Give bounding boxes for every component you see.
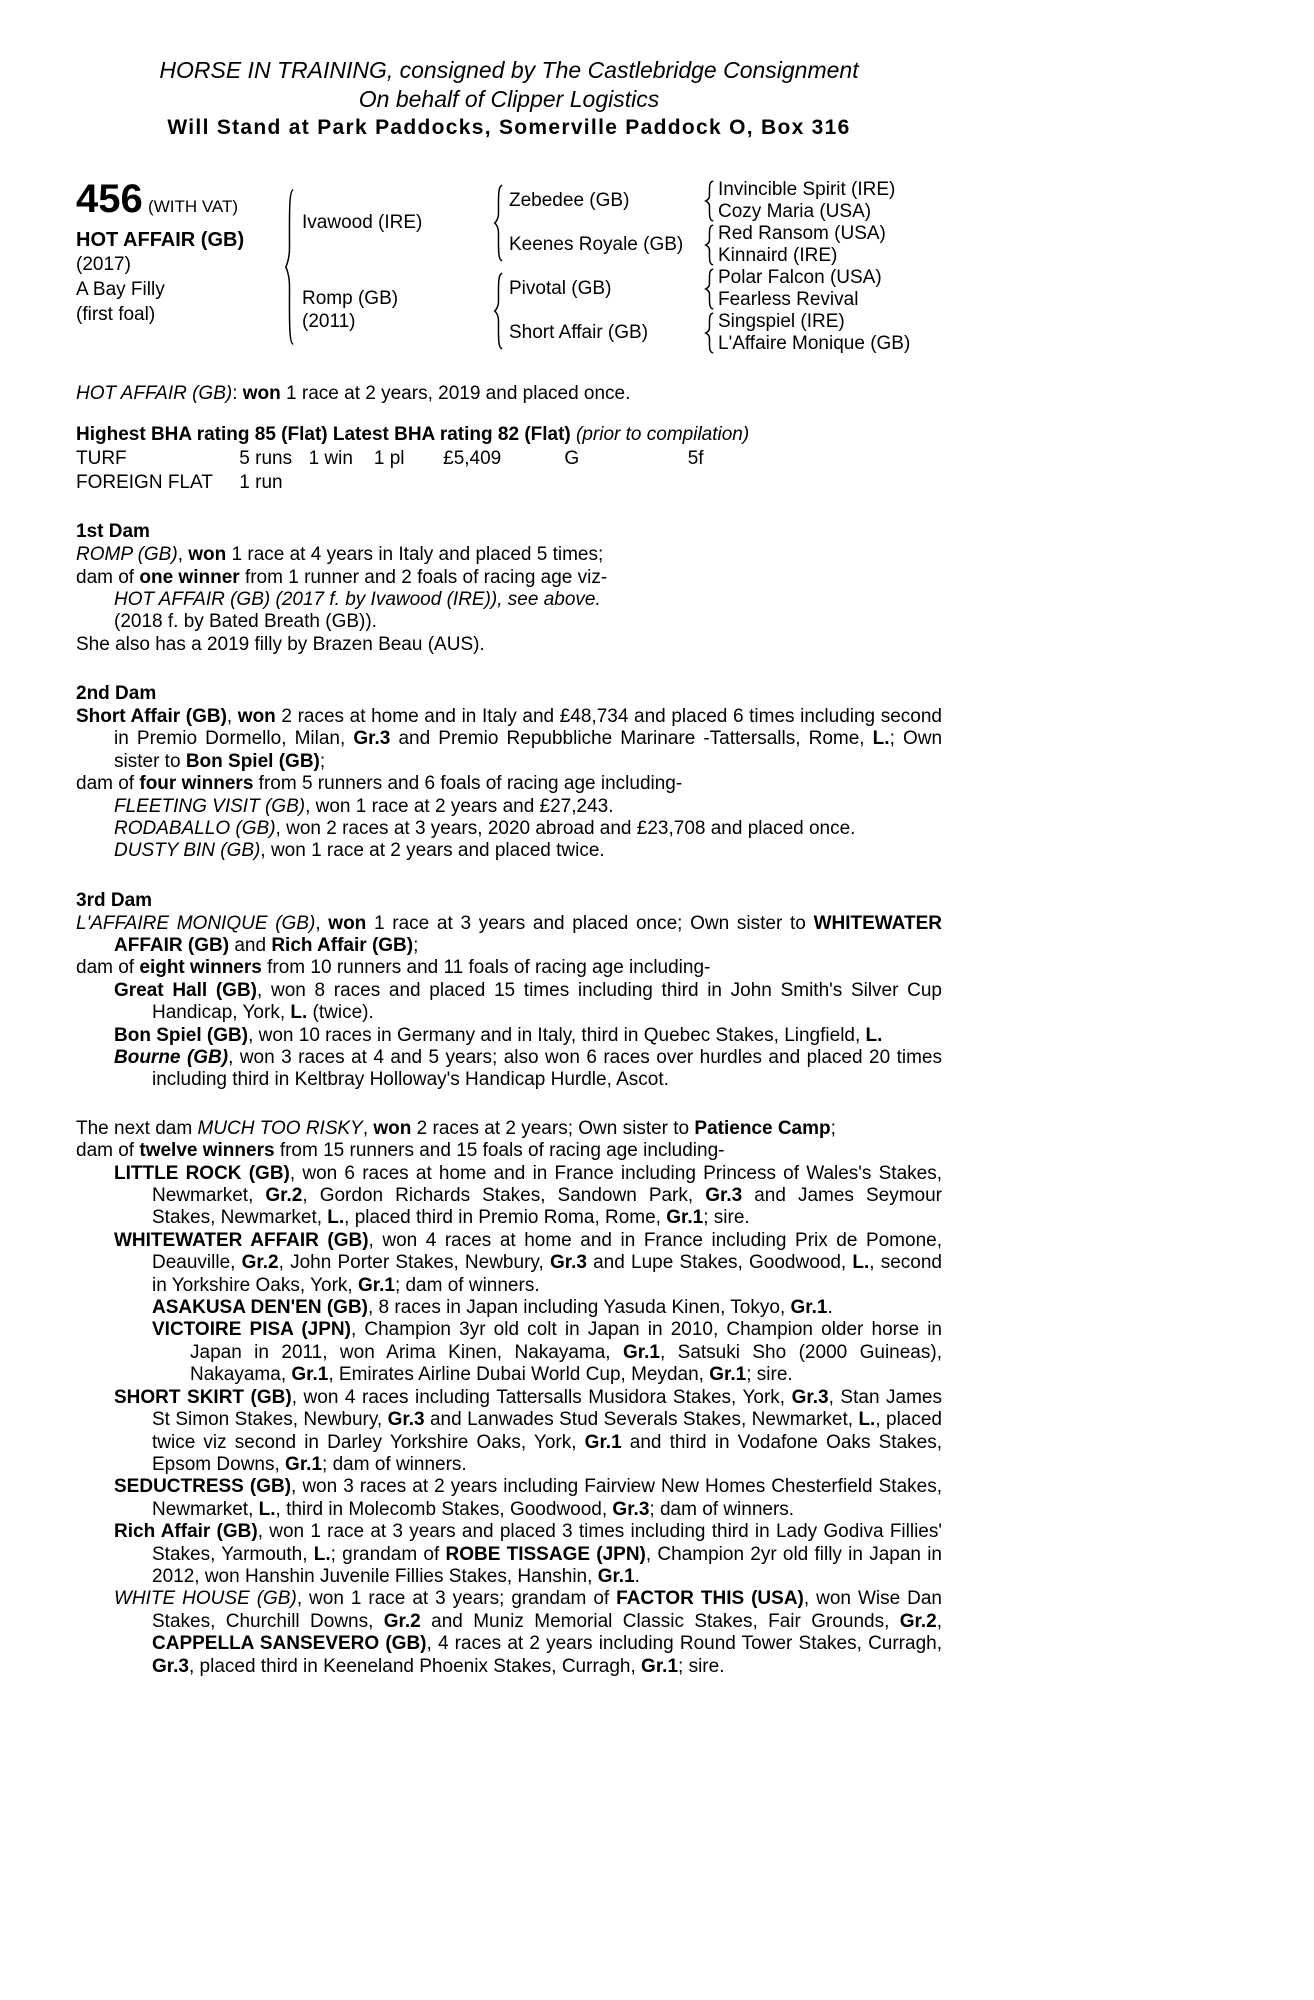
text-segment: (prior to compilation) bbox=[576, 424, 750, 446]
text-segment: Gr.3 bbox=[705, 1185, 743, 1207]
stats-surface-label: FOREIGN FLAT bbox=[76, 471, 213, 493]
text-segment: Gr.3 bbox=[353, 728, 391, 750]
vat-note: (WITH VAT) bbox=[148, 196, 239, 216]
paragraph bbox=[76, 589, 942, 611]
grandparent-name: Short Affair (GB) bbox=[509, 321, 649, 343]
pedigree-brace bbox=[701, 267, 718, 311]
text-segment: , placed third in Keeneland Phoenix Stakes, Curragh, bbox=[188, 1655, 642, 1677]
text-segment: , second in Yorkshire Oaks, York, bbox=[152, 1252, 942, 1296]
great-grandparent-name: L'Affaire Monique (GB) bbox=[718, 332, 911, 354]
text-segment: , won 8 races and placed 15 times including third in John Smith's Silver Cup Handicap, York, bbox=[152, 979, 942, 1024]
text-segment: , Champion 2yr old filly in Japan in 2012, won Hanshin Juvenile Fillies Stakes, Hanshin, bbox=[152, 1543, 942, 1587]
paragraph bbox=[76, 611, 942, 633]
section-paragraphs bbox=[76, 913, 942, 1092]
section-next-dam bbox=[76, 1118, 942, 1678]
paragraph bbox=[76, 567, 942, 589]
pedigree-brace bbox=[487, 179, 509, 267]
paragraph bbox=[76, 840, 942, 862]
text-segment: , Emirates Airline Dubai World Cup, Meydan, bbox=[328, 1364, 710, 1386]
text-segment: Gr.3 bbox=[549, 1252, 587, 1274]
text-segment: : bbox=[232, 382, 243, 404]
text-segment: , won 4 races at home and in France including Prix de Pomone, Deauville, bbox=[152, 1229, 942, 1274]
bha-rating-section bbox=[76, 423, 942, 494]
text-segment: L. bbox=[290, 1002, 308, 1024]
text-segment: The next dam bbox=[76, 1117, 198, 1139]
text-segment: Gr.2 bbox=[241, 1252, 279, 1274]
text-segment: WHITE HOUSE (GB) bbox=[114, 1588, 297, 1610]
text-segment: 1 race at 2 years, 2019 and placed once. bbox=[280, 382, 631, 404]
text-segment: won bbox=[188, 544, 227, 566]
text-segment: Gr.3 bbox=[152, 1655, 189, 1677]
lot-block bbox=[76, 176, 276, 355]
text-segment: , won 6 races at home and in France including Princess of Wales's Stakes, Newmarket, bbox=[152, 1162, 942, 1207]
text-segment: L. bbox=[872, 728, 890, 750]
text-segment: (2018 f. by Bated Breath (GB)). bbox=[114, 611, 377, 633]
text-segment: Gr.1 bbox=[291, 1364, 329, 1386]
text-segment: dam of bbox=[76, 566, 140, 588]
stats-surface-label: TURF bbox=[76, 447, 127, 469]
great-grandparent-name: Fearless Revival bbox=[718, 288, 859, 310]
paragraph bbox=[76, 773, 942, 795]
text-segment: Gr.1 bbox=[641, 1655, 679, 1677]
text-segment: from 5 runners and 6 foals of racing age including- bbox=[253, 773, 683, 795]
text-segment: Gr.2 bbox=[899, 1610, 937, 1632]
text-segment: ; dam of winners. bbox=[394, 1274, 540, 1296]
text-segment: from 1 runner and 2 foals of racing age viz- bbox=[239, 566, 608, 588]
grandparent-name: Keenes Royale (GB) bbox=[509, 233, 684, 255]
pedigree-brace bbox=[701, 179, 718, 223]
stand-location-line: Will Stand at Park Paddocks, Somerville Paddock O, Box 316 bbox=[167, 116, 851, 140]
text-segment: won bbox=[328, 912, 367, 934]
text-segment: , bbox=[936, 1610, 942, 1632]
paragraph bbox=[76, 1521, 942, 1588]
pedigree-brace bbox=[701, 311, 718, 355]
paragraph bbox=[76, 1319, 942, 1386]
paragraph bbox=[76, 1118, 942, 1140]
text-segment: and James Seymour Stakes, Newmarket, bbox=[152, 1185, 943, 1229]
text-segment: L. bbox=[865, 1024, 883, 1046]
text-segment: won bbox=[237, 705, 276, 727]
text-segment: Gr.1 bbox=[597, 1565, 635, 1587]
text-segment: CAPPELLA SANSEVERO (GB) bbox=[152, 1633, 427, 1655]
text-segment: , won 1 race at 3 years; grandam of bbox=[296, 1588, 617, 1610]
text-segment: L. bbox=[313, 1543, 331, 1565]
on-behalf-line: On behalf of Clipper Logistics bbox=[358, 85, 660, 112]
text-segment: Gr.1 bbox=[790, 1297, 828, 1319]
text-segment: ; Own sister to bbox=[114, 728, 943, 772]
lot-number: 456 bbox=[76, 176, 143, 221]
text-segment: ; dam of winners. bbox=[649, 1498, 795, 1520]
text-segment: FLEETING VISIT (GB) bbox=[114, 795, 306, 817]
paragraph bbox=[76, 706, 942, 773]
text-segment: Gr.3 bbox=[791, 1386, 829, 1408]
text-segment: ASAKUSA DEN'EN (GB) bbox=[152, 1297, 368, 1319]
paragraph bbox=[76, 1230, 942, 1297]
text-segment: four winners bbox=[139, 773, 254, 795]
text-segment: Gr.1 bbox=[285, 1453, 323, 1475]
text-segment: Gr.2 bbox=[265, 1185, 303, 1207]
section-paragraphs bbox=[76, 1118, 942, 1678]
text-segment: , won Wise Dan Stakes, Churchill Downs, bbox=[152, 1588, 942, 1632]
text-segment: dam of bbox=[76, 773, 140, 795]
text-segment: Short Affair (GB) bbox=[76, 705, 227, 727]
paragraph bbox=[76, 1476, 942, 1521]
paragraph bbox=[76, 544, 942, 566]
text-segment: L. bbox=[327, 1207, 345, 1229]
lot-number-line bbox=[76, 176, 276, 221]
text-segment: , placed twice viz second in Darley Yorkshire Oaks, York, bbox=[152, 1409, 942, 1453]
section-heading: 1st Dam bbox=[76, 521, 150, 543]
text-segment: WHITEWATER AFFAIR (GB) bbox=[114, 1229, 369, 1251]
text-segment: and Lanwades Stud Severals Stakes, Newmarket, bbox=[424, 1409, 859, 1431]
text-segment: and bbox=[229, 934, 272, 956]
text-segment: , Satsuki Sho (2000 Guineas), Nakayama, bbox=[190, 1341, 942, 1386]
text-segment: , John Porter Stakes, Newbury, bbox=[278, 1252, 550, 1274]
text-segment: Gr.1 bbox=[622, 1341, 660, 1363]
text-segment: ; dam of winners. bbox=[322, 1453, 467, 1475]
great-grandparent-name: Invincible Spirit (IRE) bbox=[718, 178, 896, 200]
paragraph bbox=[76, 818, 942, 840]
text-segment: won bbox=[242, 382, 281, 404]
pedigree-brace bbox=[276, 179, 302, 355]
text-segment: ; sire. bbox=[678, 1655, 725, 1677]
text-segment: and Premio Repubbliche Marinare -Tattersalls, Rome, bbox=[390, 728, 873, 750]
text-segment: Bon Spiel (GB) bbox=[114, 1024, 249, 1046]
text-segment: , bbox=[177, 544, 189, 566]
paragraph bbox=[76, 1163, 942, 1230]
stats-runs: 5 runs bbox=[239, 447, 293, 469]
grandparent-name: Pivotal (GB) bbox=[509, 277, 612, 299]
page-header bbox=[76, 56, 942, 141]
text-segment: Patience Camp bbox=[694, 1117, 831, 1139]
text-segment: . bbox=[827, 1297, 833, 1319]
text-segment: eight winners bbox=[139, 957, 262, 979]
text-segment: and Lupe Stakes, Goodwood, bbox=[586, 1252, 853, 1274]
bha-rating-line bbox=[76, 423, 942, 447]
paragraph bbox=[76, 1387, 942, 1477]
pedigree-brace bbox=[701, 223, 718, 267]
great-grandparent-name: Red Ransom (USA) bbox=[718, 222, 886, 244]
horse-name: HOT AFFAIR (GB) bbox=[76, 229, 245, 252]
text-segment: and third in Vodafone Oaks Stakes, Epsom Downs, bbox=[152, 1431, 942, 1475]
text-segment: , won 3 races at 4 and 5 years; also won 6 races over hurdles and placed 20 times including third in Keltbray Holloway's Handicap Hurdle, Ascot. bbox=[152, 1047, 942, 1091]
foaling-year: (2017) bbox=[76, 254, 131, 276]
stats-wins: 1 win bbox=[308, 447, 353, 469]
text-segment: , won 1 race at 3 years and placed 3 times including third in Lady Godiva Fillies' Stakes, Yarmouth, bbox=[152, 1521, 943, 1565]
section-paragraphs bbox=[76, 706, 942, 863]
text-segment: , won 1 race at 2 years and £27,243. bbox=[305, 795, 614, 817]
sire-name: Ivawood (IRE) bbox=[302, 211, 423, 233]
text-segment: MUCH TOO RISKY bbox=[197, 1117, 363, 1139]
text-segment: Gr.1 bbox=[666, 1207, 704, 1229]
text-segment: from 10 runners and 11 foals of racing age including- bbox=[261, 957, 711, 979]
stats-row-turf bbox=[76, 447, 942, 471]
text-segment: 1 race at 4 years in Italy and placed 5 times; bbox=[226, 544, 604, 566]
pedigree-brace bbox=[487, 267, 509, 355]
text-segment: and Muniz Memorial Classic Stakes, Fair Grounds, bbox=[420, 1610, 900, 1632]
text-segment: LITTLE ROCK (GB) bbox=[114, 1162, 290, 1184]
section-3rd-dam bbox=[76, 889, 942, 1092]
text-segment: L'AFFAIRE MONIQUE (GB) bbox=[76, 912, 316, 934]
text-segment: , bbox=[226, 705, 238, 727]
text-segment: , bbox=[315, 912, 329, 934]
text-segment: L. bbox=[858, 1409, 876, 1431]
text-segment: , placed third in Premio Roma, Rome, bbox=[344, 1207, 667, 1229]
text-segment: , won 3 races at 2 years including Fairview New Homes Chesterfield Stakes, Newmarket, bbox=[152, 1476, 942, 1520]
stats-runs: 1 run bbox=[239, 471, 283, 493]
great-grandparent-name: Kinnaird (IRE) bbox=[718, 244, 838, 266]
text-segment: ; grandam of bbox=[330, 1543, 446, 1565]
stats-distance: 5f bbox=[687, 447, 704, 469]
text-segment: , 4 races at 2 years including Round Tower Stakes, Curragh, bbox=[426, 1633, 942, 1655]
text-segment: ; bbox=[830, 1117, 836, 1139]
text-segment: , 8 races in Japan including Yasuda Kinen, Tokyo, bbox=[368, 1297, 791, 1319]
section-paragraphs bbox=[76, 544, 942, 656]
text-segment: one winner bbox=[139, 566, 240, 588]
dam-name-text: Romp (GB) bbox=[302, 288, 399, 310]
text-segment: , Gordon Richards Stakes, Sandown Park, bbox=[302, 1185, 706, 1207]
text-segment: HOT AFFAIR (GB) bbox=[76, 382, 233, 404]
text-segment: WHITEWATER AFFAIR (GB) bbox=[114, 912, 942, 956]
text-segment: Gr.1 bbox=[357, 1274, 395, 1296]
text-segment: 2 races at 2 years; Own sister to bbox=[411, 1117, 695, 1139]
text-segment: She also has a 2019 filly by Brazen Beau (AUS). bbox=[76, 633, 485, 655]
paragraph bbox=[76, 1025, 942, 1047]
great-grandparent-name: Polar Falcon (USA) bbox=[718, 266, 882, 288]
text-segment: ROBE TISSAGE (JPN) bbox=[445, 1543, 646, 1565]
dam-name bbox=[302, 267, 487, 355]
text-segment: Rich Affair (GB) bbox=[114, 1521, 258, 1543]
text-segment: , won 2 races at 3 years, 2020 abroad and £23,708 and placed once. bbox=[275, 818, 856, 840]
first-foal-note: (first foal) bbox=[76, 303, 156, 325]
horse-description: A Bay Filly bbox=[76, 279, 165, 301]
text-segment: , won 1 race at 2 years and placed twice. bbox=[260, 840, 605, 862]
text-segment: L. bbox=[852, 1252, 870, 1274]
section-heading: 3rd Dam bbox=[76, 889, 153, 911]
text-segment: twelve winners bbox=[139, 1140, 275, 1162]
paragraph bbox=[76, 980, 942, 1025]
paragraph bbox=[76, 1588, 942, 1678]
text-segment: dam of bbox=[76, 957, 140, 979]
text-segment: from 15 runners and 15 foals of racing age including- bbox=[274, 1140, 725, 1162]
text-segment: , won 10 races in Germany and in Italy, third in Quebec Stakes, Lingfield, bbox=[248, 1024, 866, 1046]
paragraph bbox=[76, 913, 942, 958]
paragraph bbox=[76, 957, 942, 979]
great-grandparent-name: Cozy Maria (USA) bbox=[718, 200, 872, 222]
text-segment: won bbox=[373, 1117, 412, 1139]
text-segment: Gr.3 bbox=[612, 1498, 650, 1520]
stats-row-foreign-flat bbox=[76, 471, 942, 495]
text-segment: , third in Molecomb Stakes, Goodwood, bbox=[275, 1498, 613, 1520]
paragraph bbox=[76, 1297, 942, 1319]
text-segment: ; sire. bbox=[703, 1207, 750, 1229]
text-segment: (twice). bbox=[307, 1002, 374, 1024]
section-2nd-dam bbox=[76, 682, 942, 863]
pedigree-table bbox=[76, 176, 942, 355]
stats-places: 1 pl bbox=[373, 447, 405, 469]
text-segment: Great Hall (GB) bbox=[114, 979, 258, 1001]
text-segment: FACTOR THIS (USA) bbox=[616, 1588, 804, 1610]
text-segment: , bbox=[362, 1117, 374, 1139]
race-record bbox=[76, 383, 942, 405]
text-segment: ; bbox=[319, 750, 326, 772]
stats-going: G bbox=[564, 447, 580, 469]
text-segment: Gr.1 bbox=[709, 1364, 747, 1386]
text-segment: Rich Affair (GB) bbox=[271, 934, 414, 956]
great-grandparent-name: Singspiel (IRE) bbox=[718, 310, 845, 332]
text-segment: Bourne (GB) bbox=[114, 1047, 229, 1069]
dam-year: (2011) bbox=[302, 310, 356, 332]
text-segment: dam of bbox=[76, 1140, 140, 1162]
text-segment: RODABALLO (GB) bbox=[114, 818, 276, 840]
text-segment: SEDUCTRESS (GB) bbox=[114, 1476, 292, 1498]
paragraph bbox=[76, 1047, 942, 1092]
paragraph bbox=[76, 634, 942, 656]
paragraph bbox=[76, 1140, 942, 1162]
text-segment: , Stan James St Simon Stakes, Newbury, bbox=[152, 1386, 942, 1431]
section-1st-dam bbox=[76, 520, 942, 656]
text-segment: SHORT SKIRT (GB) bbox=[114, 1386, 292, 1408]
text-segment: 2 races at home and in Italy and £48,734 and placed 6 times including second in Premio Dormello, Milan, bbox=[114, 705, 942, 750]
text-segment: ROMP (GB) bbox=[76, 544, 178, 566]
text-segment: DUSTY BIN (GB) bbox=[114, 840, 261, 862]
text-segment: . bbox=[634, 1565, 640, 1587]
text-segment: L. bbox=[258, 1498, 276, 1520]
text-segment: , Champion 3yr old colt in Japan in 2010, Champion older horse in Japan in 2011, won Arima Kinen, Nakayama, bbox=[190, 1319, 943, 1363]
text-segment: 1 race at 3 years and placed once; Own sister to bbox=[366, 912, 814, 934]
text-segment: Gr.2 bbox=[383, 1610, 421, 1632]
paragraph bbox=[76, 796, 942, 818]
text-segment: , won 4 races including Tattersalls Musidora Stakes, York, bbox=[291, 1386, 792, 1408]
text-segment: ; sire. bbox=[746, 1364, 793, 1386]
text-segment: Bon Spiel (GB) bbox=[185, 750, 320, 772]
text-segment: ; bbox=[413, 934, 419, 956]
consignment-title: HORSE IN TRAINING, consigned by The Castlebridge Consignment bbox=[159, 57, 859, 83]
stats-earnings: £5,409 bbox=[443, 447, 502, 469]
grandparent-name: Zebedee (GB) bbox=[509, 189, 630, 211]
text-segment: Gr.3 bbox=[387, 1409, 425, 1431]
section-heading: 2nd Dam bbox=[76, 683, 157, 705]
text-segment: Gr.1 bbox=[584, 1431, 622, 1453]
text-segment: HOT AFFAIR (GB) (2017 f. by Ivawood (IRE)), see above. bbox=[114, 589, 601, 611]
text-segment: Highest BHA rating 85 (Flat) Latest BHA rating 82 (Flat) bbox=[76, 424, 577, 446]
text-segment: VICTOIRE PISA (JPN) bbox=[152, 1319, 351, 1341]
